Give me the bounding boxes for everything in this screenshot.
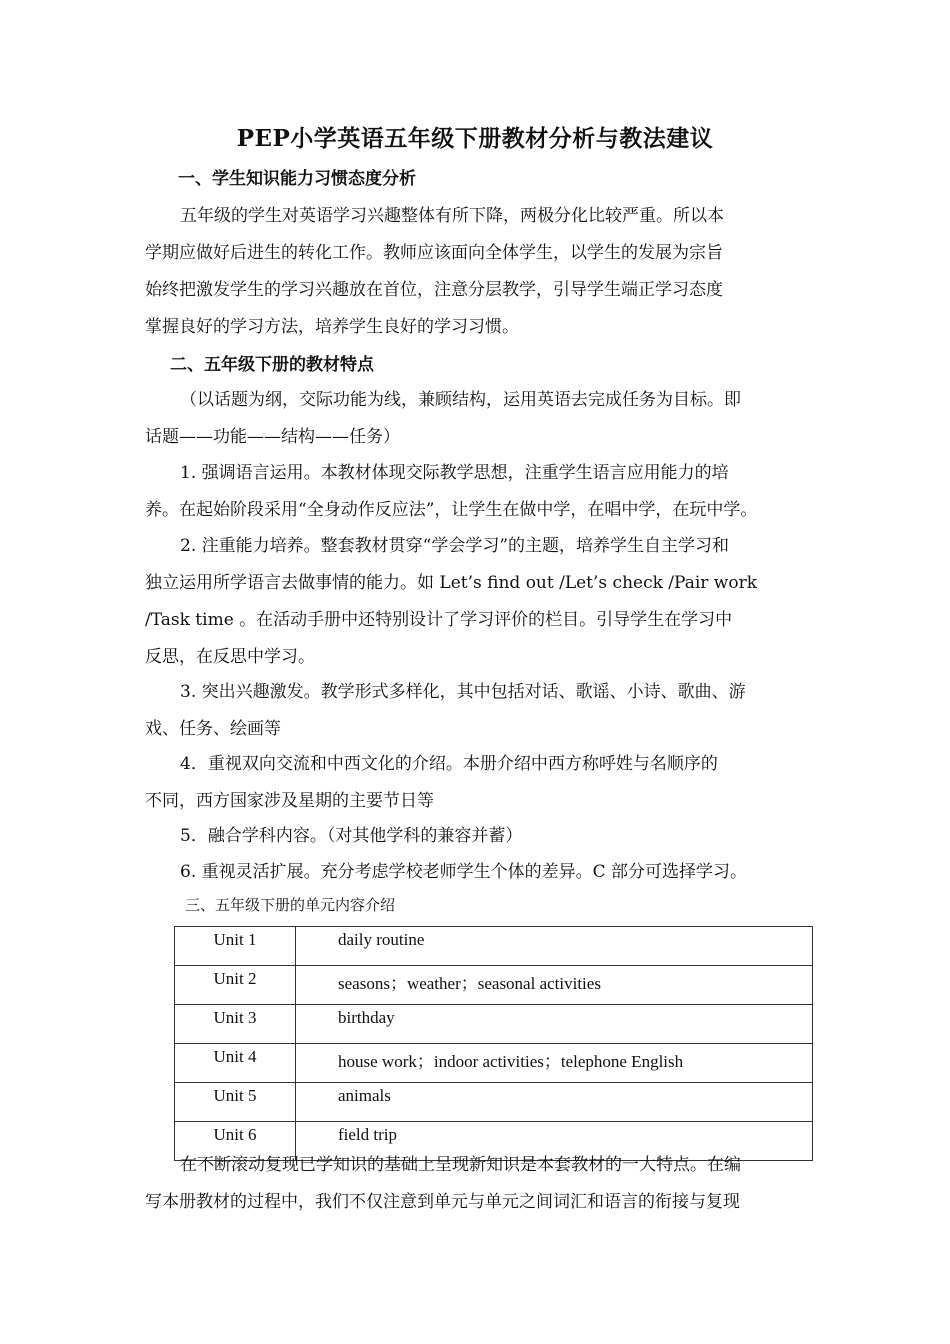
content-cell: field trip [296, 1122, 813, 1161]
closing-line: 在不断滚动复现已学知识的基础上呈现新知识是本套教材的一大特点。在编 [180, 1155, 741, 1175]
page-title: PEP小学英语五年级下册教材分析与教法建议 [236, 125, 714, 152]
point3-line: 戏、任务、绘画等 [145, 719, 281, 739]
point4-line: 4．重视双向交流和中西文化的介绍。本册介绍中西方称呼姓与名顺序的 [180, 754, 718, 774]
table-row [175, 927, 813, 966]
unit-table [174, 926, 813, 1161]
section1-line: 学期应做好后进生的转化工作。教师应该面向全体学生，以学生的发展为宗旨 [145, 243, 723, 263]
point2-line: 反思，在反思中学习。 [145, 647, 315, 667]
section2-heading: 二、五年级下册的教材特点 [170, 355, 374, 375]
content-cell: seasons；weather；seasonal activities [296, 966, 813, 1005]
content-cell: house work；indoor activities；telephone English [296, 1044, 813, 1083]
section1-heading: 一、学生知识能力习惯态度分析 [178, 169, 416, 189]
section2-intro-line: （以话题为纲，交际功能为线，兼顾结构，运用英语去完成任务为目标。即 [180, 390, 741, 410]
unit-cell: Unit 5 [175, 1083, 296, 1122]
table-row [175, 1083, 813, 1122]
point2-line: /Task time 。在活动手册中还特别设计了学习评价的栏目。引导学生在学习中 [145, 610, 733, 630]
table-row [175, 1044, 813, 1083]
content-cell: daily routine [296, 927, 813, 966]
content-cell: animals [296, 1083, 813, 1122]
section3-heading: 三、五年级下册的单元内容介绍 [185, 896, 396, 914]
point4-line: 不同，西方国家涉及星期的主要节日等 [145, 791, 434, 811]
table-row [175, 1005, 813, 1044]
point1-line: 养。在起始阶段采用“全身动作反应法”，让学生在做中学，在唱中学，在玩中学。 [145, 500, 758, 520]
point2-line: 2. 注重能力培养。整套教材贯穿“学会学习”的主题，培养学生自主学习和 [180, 536, 730, 556]
section1-line: 始终把激发学生的学习兴趣放在首位，注意分层教学，引导学生端正学习态度 [145, 280, 723, 300]
unit-cell: Unit 1 [175, 927, 296, 966]
point1-line: 1. 强调语言运用。本教材体现交际教学思想，注重学生语言应用能力的培 [180, 463, 729, 483]
unit-cell: Unit 6 [175, 1122, 296, 1161]
content-cell: birthday [296, 1005, 813, 1044]
unit-cell: Unit 2 [175, 966, 296, 1005]
section1-line: 掌握良好的学习方法，培养学生良好的学习习惯。 [145, 317, 519, 337]
point2-line: 独立运用所学语言去做事情的能力。如 Let’s find out /Let’s check /Pair work [145, 573, 758, 593]
section2-intro-line: 话题——功能——结构——任务） [145, 427, 400, 447]
closing-line: 写本册教材的过程中，我们不仅注意到单元与单元之间词汇和语言的衔接与复现 [145, 1192, 740, 1212]
unit-cell: Unit 3 [175, 1005, 296, 1044]
point5-line: 5．融合学科内容。（对其他学科的兼容并蓄） [180, 826, 523, 846]
point3-line: 3. 突出兴趣激发。教学形式多样化，其中包括对话、歌谣、小诗、歌曲、游 [180, 682, 746, 702]
table-row [175, 966, 813, 1005]
point6-line: 6. 重视灵活扩展。充分考虑学校老师学生个体的差异。C 部分可选择学习。 [180, 862, 748, 882]
section1-line: 五年级的学生对英语学习兴趣整体有所下降，两极分化比较严重。所以本 [180, 206, 724, 226]
unit-cell: Unit 4 [175, 1044, 296, 1083]
